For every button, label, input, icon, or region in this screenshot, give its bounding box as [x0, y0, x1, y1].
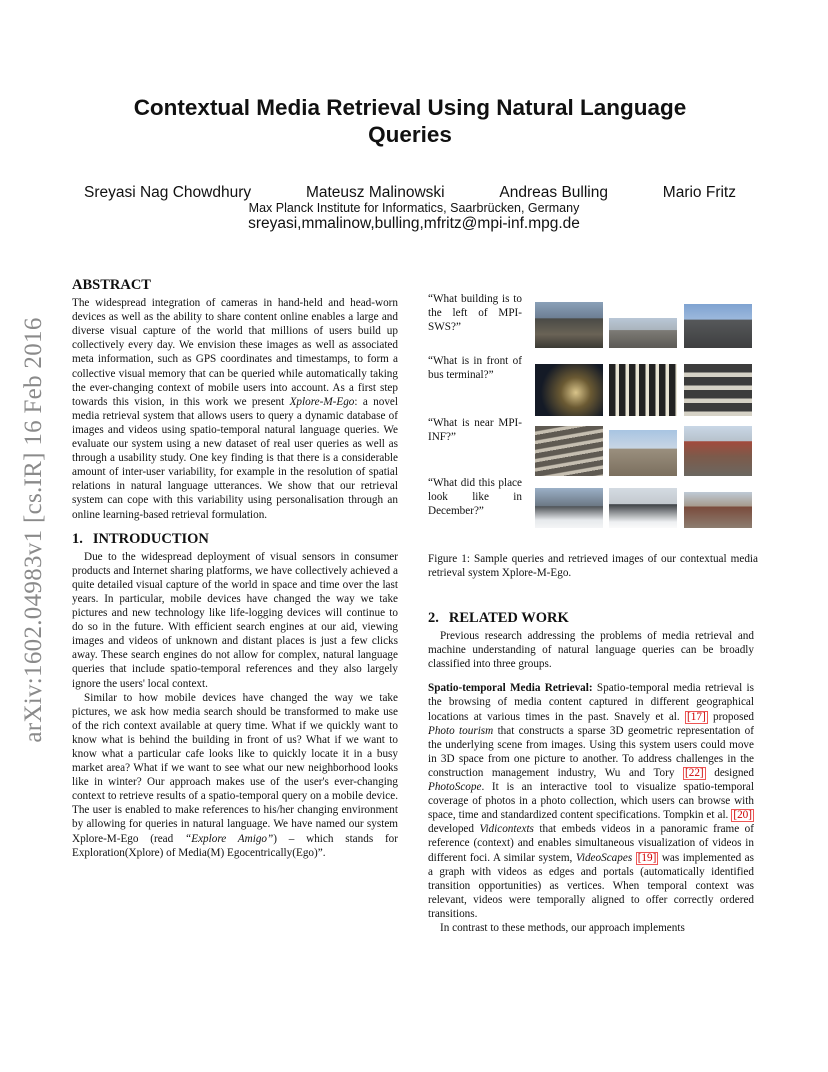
author-name: Mateusz Malinowski	[305, 184, 445, 201]
abstract-text: The widespread integration of cameras in hand-held and head-worn devices as well as the ability to share content online enables a large and diverse visual capture of the world that millions of users build up collectively every day. We envision these images as well as associated meta information, such as GPS coordinates and timestamps, to form a collective visual memory that can be queried while automatically taking the ever-changing context of mobile users into account. As a first step towards this vision, in this work we present Xplore-M-Ego: a novel media retrieval system that allows users to query a dynamic database of images and videos using spatio-temporal natural language queries. We evaluate our system using a new dataset of real user queries as well as through a usability study. One key finding is that there is a considerable amount of inter-user variability, for example in the resolution of spatial relations in natural language utterances. We show that our retrieval system can cope with this variability using personalisation through an online learning-based retrieval formulation.	[72, 297, 398, 521]
figure-1	[428, 290, 758, 530]
related-paragraph-1: Previous research addressing the problems of media retrieval and machine understanding of natural language queries can be broadly classified into three groups.	[428, 630, 754, 671]
related-paragraph-3: In contrast to these methods, our approach implements	[440, 921, 685, 934]
right-column	[428, 611, 754, 935]
author-name: Sreyasi Nag Chowdhury	[84, 184, 252, 201]
retrieved-photo	[684, 492, 752, 528]
author-list	[70, 184, 750, 202]
citation-link[interactable]: [17]	[687, 710, 706, 723]
related-paragraph-2: Spatio-temporal Media Retrieval: Spatio-temporal media retrieval is the browsing of media content captured in different geographical locations at various times in the past. Snavely et al. [17] proposed Photo tourism that constructs a sparse 3D geometric representation of the underlying scene from images. Using this system users could move in 3D space from one picture to another. To address challenges in the construction management industry, Wu and Tory [22] designed PhotoScope. It is an interactive tool to visualize spatio-temporal coverage of photos in a photo collection, which users can browse with space, time and standardized content specifications. Tompkin et al. [20] developed Vidicontexts that embeds videos in a panoramic frame of reference (context) and enables simultaneous visualization of videos in different foci. A similar system, VideoScapes [19] was implemented as a graph with videos as edges and portals (automatically identified transition opportunities) as vertices. When temporal context was relevant, videos were temporally aligned to offer correctly ordered transitions.	[428, 682, 755, 920]
retrieved-photo	[609, 364, 677, 416]
retrieved-photo	[684, 364, 752, 416]
retrieved-photo	[684, 426, 752, 476]
author-name: Andreas Bulling	[499, 184, 608, 201]
retrieved-photo	[535, 364, 603, 416]
author-name: Mario Fritz	[662, 184, 736, 201]
paper-title: Contextual Media Retrieval Using Natural Language Queries	[133, 95, 687, 147]
retrieved-photo	[609, 430, 677, 476]
affiliation: Max Planck Institute for Informatics, Saarbrücken, Germany	[248, 201, 580, 215]
retrieved-photo	[535, 426, 603, 476]
left-column	[72, 278, 398, 860]
related-work-heading: 2. RELATED WORK	[428, 610, 569, 626]
citation-link[interactable]: [20]	[733, 809, 752, 822]
retrieved-photo	[609, 318, 677, 348]
retrieved-photo	[609, 488, 677, 528]
abstract-heading: ABSTRACT	[72, 277, 151, 293]
intro-heading: 1. INTRODUCTION	[72, 530, 209, 547]
retrieved-photo	[535, 302, 603, 348]
figure-query-3: “What is near MPI-INF?”	[428, 417, 522, 443]
intro-paragraph-1: Due to the widespread deployment of visual sensors in consumer products and Internet sharing platforms, we have collectively achieved a quite detailed visual capture of the world in space and time over the last years. In particular, mobile devices have changed the way we take pictures and new technology like life-logging devices will continue to do so in the future. With efficient search engines at our aid, viewing images and videos of unknown and distant places is just a few clicks away. These search engines do not allow for complex, natural language queries that include spatio-temporal references and they also largely ignore the users' local context.	[72, 550, 398, 690]
figure-query-4: “What did this place look like in December?”	[428, 477, 522, 517]
figure-query-2: “What is in front of bus terminal?”	[428, 355, 522, 381]
citation-link[interactable]: [22]	[685, 766, 704, 779]
figure-query-1: “What building is to the left of MPI-SWS?”	[428, 293, 522, 333]
retrieved-photo	[535, 488, 603, 528]
author-emails: sreyasi,mmalinow,bulling,mfritz@mpi-inf.mpg.de	[248, 215, 580, 232]
figure-1-caption: Figure 1: Sample queries and retrieved images of our contextual media retrieval system Xplore-M-Ego.	[428, 553, 758, 579]
retrieved-photo	[684, 304, 752, 348]
arxiv-stamp: arXiv:1602.04983v1 [cs.IR] 16 Feb 2016	[20, 317, 47, 743]
intro-paragraph-2: Similar to how mobile devices have changed the way we take pictures, we ask how media search should be transformed to make use of the rich context available at query time. What if we quickly want to know what is behind the building in front of us? What if we want to know what a particular cafe looks like to quickly locate it in a busy market area? What if we want to see what our new neighborhood looks like in winter? Our approach makes use of the user's ever-changing context to retrieve results of a spatio-temporal query on a mobile device. The user is enabled to make references to his/her changing environment by allowing for queries in natural language. We have named our system Xplore-M-Ego (read “Explore Amigo”) – which stands for Exploration(Xplore) of Media(M) Egocentrically(Ego)”.	[72, 691, 399, 859]
citation-link[interactable]: [19]	[637, 851, 657, 864]
